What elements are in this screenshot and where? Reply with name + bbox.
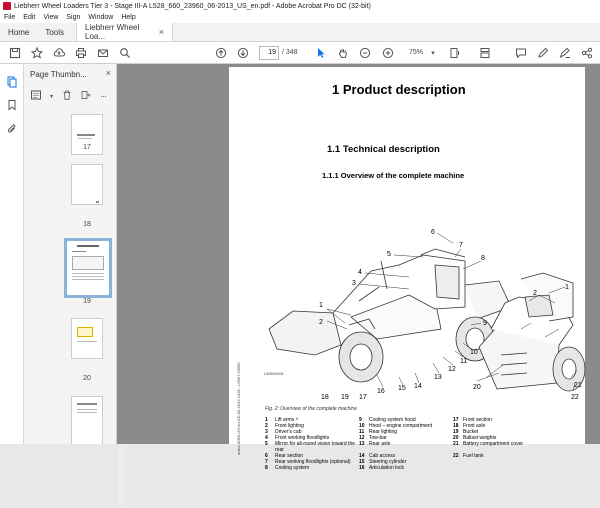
page-thumbnails-panel xyxy=(24,64,117,444)
legend-text: Driver’s cab xyxy=(275,429,302,435)
star-icon[interactable] xyxy=(30,46,44,60)
thumbnail-page-number: 19 xyxy=(83,298,91,305)
legend-number: 17 xyxy=(453,417,459,423)
callout-label: 1 xyxy=(565,284,569,291)
menu-bar xyxy=(0,12,600,23)
previous-page-icon[interactable] xyxy=(214,46,228,60)
figure-code: L528030004 xyxy=(264,372,284,376)
save-icon[interactable] xyxy=(8,46,22,60)
menu-help[interactable]: Help xyxy=(121,14,136,21)
callout-label: 5 xyxy=(387,251,391,258)
callout-label: 9 xyxy=(483,320,487,327)
fit-page-icon[interactable] xyxy=(448,46,462,60)
legend-number: 6 xyxy=(265,453,268,459)
legend-number: 19 xyxy=(453,429,459,435)
next-page-icon[interactable] xyxy=(236,46,250,60)
callout-label: 13 xyxy=(434,374,442,381)
legend-number: 22 xyxy=(453,453,459,459)
callout-label: 3 xyxy=(352,280,356,287)
menu-sign[interactable]: Sign xyxy=(66,14,81,21)
window-title-bar xyxy=(0,0,600,12)
pdf-page xyxy=(229,67,585,471)
legend-number: 21 xyxy=(453,441,459,447)
legend-text: Front section xyxy=(463,417,492,423)
legend-row xyxy=(265,441,585,453)
delete-icon[interactable] xyxy=(62,90,72,102)
legend-number: 18 xyxy=(453,423,459,429)
zoom-in-icon[interactable] xyxy=(381,46,395,60)
window-title: Liebherr Wheel Loaders Tier 3 - Stage III-A L528_660_23960_06-2013_US_en.pdf - Adobe Acrobat Pro DC (32-bit) xyxy=(14,2,371,10)
tab-bar xyxy=(0,23,600,42)
subsection-heading: 1.1.1 Overview of the complete machine xyxy=(322,171,465,180)
legend-text: Steering cylinder xyxy=(369,459,407,465)
legend-number: 7 xyxy=(265,459,268,465)
legend-text: Mirror for all-round vision toward the rear xyxy=(275,441,356,453)
callout-label: 6 xyxy=(431,229,435,236)
callout-label: 14 xyxy=(414,383,422,390)
menu-window[interactable]: Window xyxy=(88,14,114,21)
upload-cloud-icon[interactable] xyxy=(52,46,66,60)
legend-text: Cab access xyxy=(369,453,396,459)
tab-home[interactable]: Home xyxy=(8,27,30,37)
thumbnails-panel-header xyxy=(24,64,117,84)
select-pointer-icon[interactable] xyxy=(314,46,328,60)
mail-icon[interactable] xyxy=(96,46,110,60)
callout-label: 16 xyxy=(377,388,385,395)
legend-text: Lift arms ¹⁾ xyxy=(275,417,299,423)
legend-number: 3 xyxy=(265,429,268,435)
insert-page-icon[interactable] xyxy=(81,90,91,102)
legend-number: 4 xyxy=(265,435,268,441)
page-side-text: mdoc-6050-US-en-SD-09-2013 L528 - L566 / 23960 xyxy=(236,362,241,455)
more-options-icon[interactable]: ··· xyxy=(100,91,107,101)
legend-text: Rear lighting xyxy=(369,429,398,435)
legend-number: 14 xyxy=(359,453,365,459)
legend-number: 2 xyxy=(265,423,268,429)
fill-sign-icon[interactable] xyxy=(558,46,572,60)
menu-edit[interactable]: Edit xyxy=(23,14,36,21)
share-icon[interactable] xyxy=(580,46,594,60)
page-thumbnail-selected[interactable] xyxy=(64,238,112,298)
callout-label: 10 xyxy=(470,349,478,356)
options-menu-icon[interactable] xyxy=(31,90,41,102)
menu-file[interactable]: File xyxy=(4,14,16,21)
chapter-heading: 1 Product description xyxy=(332,82,466,97)
legend-number: 9 xyxy=(359,417,362,423)
legend-number: 16 xyxy=(359,465,365,471)
legend-number: 15 xyxy=(359,459,365,465)
callout-label: 8 xyxy=(481,255,485,262)
legend-text: Front working floodlights xyxy=(275,435,330,441)
attachment-icon[interactable] xyxy=(6,123,18,135)
legend-number: 8 xyxy=(265,465,268,471)
highlight-pen-icon[interactable] xyxy=(536,46,550,60)
legend-number: 13 xyxy=(359,441,365,447)
legend-text: Fuel tank xyxy=(463,453,484,459)
callout-label: 22 xyxy=(571,394,579,401)
legend-row xyxy=(265,465,585,471)
page-number-input[interactable]: 19 xyxy=(259,46,279,60)
section-heading: 1.1 Technical description xyxy=(327,144,440,155)
comment-icon[interactable] xyxy=(514,46,528,60)
legend-text: Rear working floodlights (optional) xyxy=(275,459,351,465)
menu-view[interactable]: View xyxy=(43,14,59,21)
legend-text: Articulation lock xyxy=(369,465,405,471)
legend-number: 10 xyxy=(359,423,365,429)
legend-text: Bucket xyxy=(463,429,479,435)
search-icon[interactable] xyxy=(118,46,132,60)
print-icon[interactable] xyxy=(74,46,88,60)
tab-tools[interactable]: Tools xyxy=(45,27,65,37)
tab-document[interactable] xyxy=(76,23,173,41)
wheel-loader-drawing-front xyxy=(269,249,511,382)
callout-label: 17 xyxy=(359,394,367,401)
callout-label: 21 xyxy=(574,382,582,389)
main-toolbar xyxy=(0,42,600,64)
legend-text: Hood – engine compartment xyxy=(369,423,433,429)
page-thumbnail[interactable] xyxy=(71,396,103,444)
acrobat-app-icon xyxy=(3,2,11,10)
page-thumbnails-icon[interactable] xyxy=(6,76,18,88)
legend-number: 20 xyxy=(453,435,459,441)
legend-number: 1 xyxy=(265,417,268,423)
callout-label: 20 xyxy=(473,384,481,391)
thumbnail-page-number: 17 xyxy=(83,144,91,151)
figure-caption: Fig. 2: Overview of the complete machine xyxy=(265,406,357,412)
page-count: / 348 xyxy=(282,49,298,56)
legend-text: Cooling system xyxy=(275,465,310,471)
legend-text: Battery compartment cover xyxy=(463,441,524,447)
legend-text: Ballast weights xyxy=(463,435,497,441)
callout-label: 12 xyxy=(448,366,456,373)
legend-text: Front lighting xyxy=(275,423,304,429)
bookmark-icon[interactable] xyxy=(6,99,18,111)
page-thumbnail[interactable] xyxy=(71,164,103,205)
legend-text: Rear axle xyxy=(369,441,391,447)
callout-label: 11 xyxy=(460,358,468,365)
legend-text: Tow-bar xyxy=(369,435,387,441)
zoom-level[interactable]: 75% xyxy=(409,49,424,56)
callout-label: 18 xyxy=(321,394,329,401)
legend-number: 12 xyxy=(359,435,365,441)
legend-number: 5 xyxy=(265,441,268,447)
legend-text: Front axle xyxy=(463,423,486,429)
zoom-out-icon[interactable] xyxy=(358,46,372,60)
machine-overview-figure xyxy=(259,197,589,402)
close-icon[interactable]: × xyxy=(158,27,165,37)
close-icon[interactable]: × xyxy=(105,68,111,78)
chevron-down-icon[interactable]: ▾ xyxy=(50,93,54,100)
figure-legend xyxy=(265,417,585,471)
callout-label: 19 xyxy=(341,394,349,401)
scroll-mode-icon[interactable] xyxy=(478,46,492,60)
legend-number: 11 xyxy=(359,429,365,435)
tab-document-label: Liebherr Wheel Loa... xyxy=(85,23,140,41)
callout-label: 2 xyxy=(319,319,323,326)
thumbnail-page-number: 20 xyxy=(83,375,91,382)
hand-tool-icon[interactable] xyxy=(336,46,350,60)
navigation-rail xyxy=(0,64,24,444)
chevron-down-icon[interactable]: ▾ xyxy=(431,50,435,57)
callout-label: 2 xyxy=(533,290,537,297)
legend-text: Rear section xyxy=(275,453,304,459)
callout-label: 7 xyxy=(459,242,463,249)
callout-label: 4 xyxy=(358,269,362,276)
thumbnail-page-number: 18 xyxy=(83,221,91,228)
thumbnails-panel-title: Page Thumbn... xyxy=(30,69,87,79)
thumbnails-toolbar xyxy=(24,86,117,106)
callout-label: 1 xyxy=(319,302,323,309)
callout-label: 15 xyxy=(398,385,406,392)
legend-text: Cooling system hood xyxy=(369,417,416,423)
page-thumbnail[interactable] xyxy=(71,318,103,359)
